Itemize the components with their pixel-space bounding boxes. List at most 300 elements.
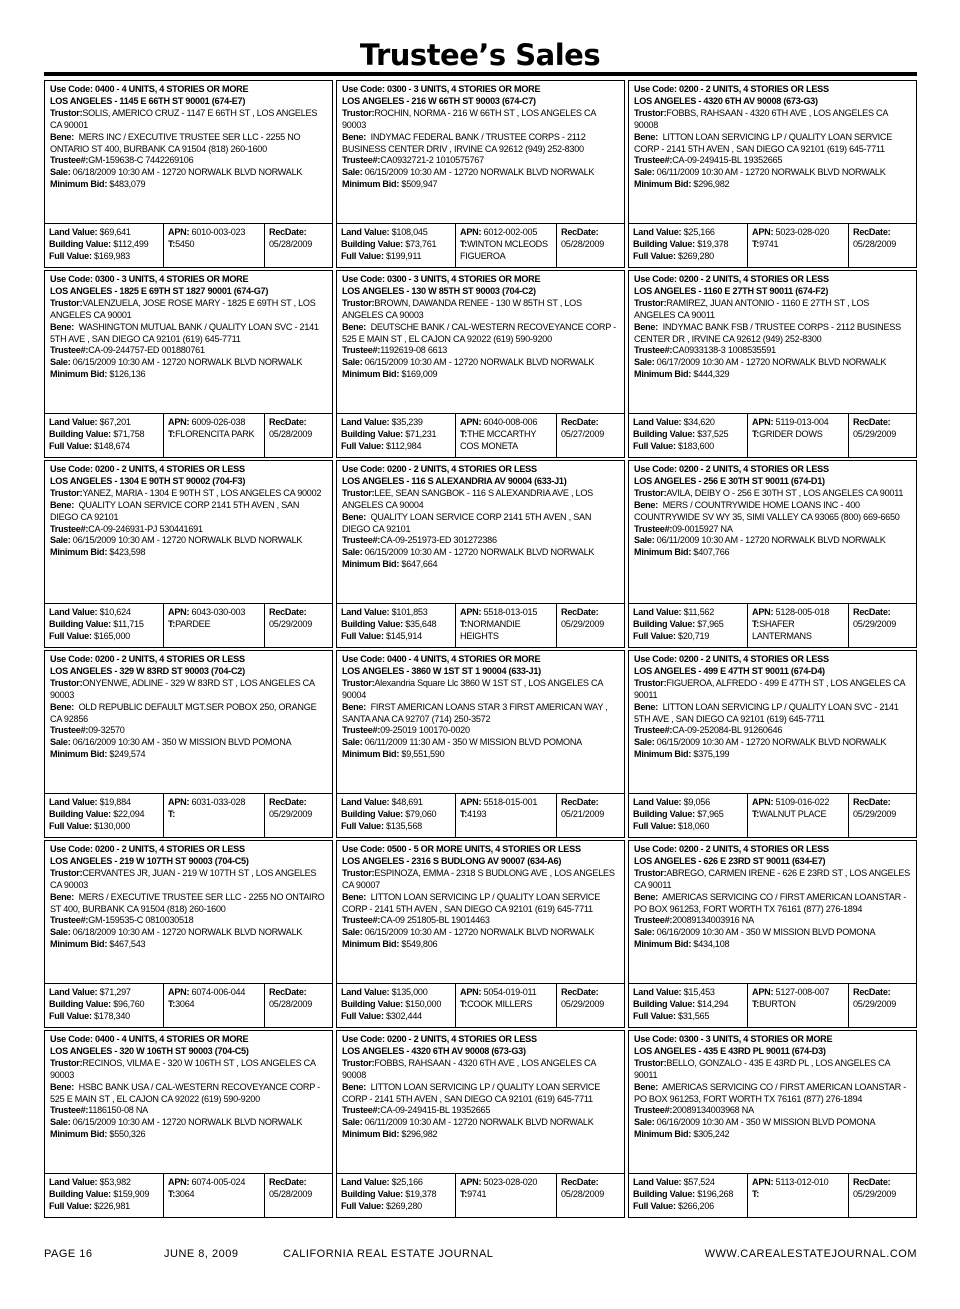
recdate: 05/29/2009 — [561, 998, 605, 1009]
recdate-label: RecDate: — [269, 227, 307, 237]
full-label: Full Value: — [341, 1200, 384, 1211]
listing-details — [337, 271, 624, 413]
recdate-cell — [264, 414, 332, 457]
sale-label: Sale: — [50, 1117, 71, 1128]
bene-label: Bene: — [342, 321, 367, 332]
beneficiary: OLD REPUBLIC DEFAULT MGT.SER POBOX 250, ORANGE CA 92856 — [50, 701, 317, 724]
minimum-bid: $296,982 — [401, 1129, 438, 1140]
recdate-label: RecDate: — [561, 607, 599, 617]
full-value: $165,000 — [94, 630, 130, 641]
recdate-label: RecDate: — [853, 227, 891, 237]
beneficiary: DEUTSCHE BANK / CAL-WESTERN RECOVEYANCE CORP - 525 E MAIN ST , EL CAJON CA 92022 (619) 590-9200 — [342, 321, 616, 344]
apn: 5518-013-015 — [483, 607, 538, 617]
recdate: 05/29/2009 — [853, 808, 897, 819]
minimum-bid: $434,108 — [693, 939, 730, 950]
apn-label: APN: — [752, 1177, 774, 1187]
listings-grid — [44, 80, 917, 1218]
full-value: $183,600 — [678, 440, 714, 451]
apn: 6040-008-006 — [483, 417, 538, 427]
listing-values — [337, 223, 624, 267]
apn: 5113-012-010 — [775, 1177, 829, 1187]
min-bid-label: Minimum Bid: — [342, 1129, 400, 1140]
use-code: 0200 - 2 UNITS, 4 STORIES OR LESS — [387, 464, 537, 474]
apn-cell — [455, 794, 556, 837]
tract: FLORENCITA PARK — [175, 428, 255, 439]
sale-info: 06/16/2009 10:30 AM - 350 W MISSION BLVD POMONA — [656, 927, 876, 938]
trustor: ESPINOZA, EMMA - 2318 S BUDLONG AVE , LOS ANGELES CA 90007 — [342, 867, 615, 890]
sale-info: 06/11/2009 10:30 AM - 12720 NORWALK BLVD NORWALK — [656, 535, 886, 546]
land-label: Land Value: — [633, 607, 682, 617]
land-label: Land Value: — [49, 1177, 98, 1187]
apn-label: APN: — [752, 987, 774, 997]
listing-details — [45, 81, 332, 223]
full-value: $226,981 — [94, 1200, 130, 1211]
footer-url: WWW.CAREALESTATEJOURNAL.COM — [704, 1248, 917, 1260]
tract: 3064 — [175, 1188, 195, 1199]
minimum-bid: $549,806 — [401, 939, 438, 950]
recdate-label: RecDate: — [269, 987, 307, 997]
listing-details — [45, 651, 332, 793]
bene-label: Bene: — [634, 131, 659, 142]
listing-record — [44, 80, 333, 268]
trustee-label: Trustee#: — [50, 523, 89, 534]
building-label: Building Value: — [633, 808, 695, 819]
tract: THE MCCARTHY COS MONETA — [460, 428, 536, 451]
property-address: LOS ANGELES - 130 W 85TH ST 90003 (704-C2) — [342, 285, 536, 296]
building-value: $159,909 — [113, 1188, 150, 1199]
use-code-label: Use Code: — [342, 654, 385, 664]
building-label: Building Value: — [341, 808, 403, 819]
recdate-label: RecDate: — [853, 1177, 891, 1187]
tract-label: T: — [460, 808, 468, 819]
listing-values — [629, 793, 916, 837]
values-cell — [337, 224, 455, 267]
land-label: Land Value: — [633, 1177, 682, 1187]
tract-label: T: — [460, 998, 468, 1009]
apn-cell — [163, 604, 264, 647]
listing-record — [44, 840, 333, 1028]
sale-label: Sale: — [342, 357, 363, 368]
use-code-label: Use Code: — [50, 84, 93, 94]
trustee-number: 09-0015927 NA — [672, 523, 733, 534]
listing-details — [629, 81, 916, 223]
property-address: LOS ANGELES - 256 E 30TH ST 90011 (674-D1) — [634, 475, 825, 486]
land-label: Land Value: — [633, 417, 682, 427]
land-value: $57,524 — [683, 1177, 715, 1187]
full-value: $302,444 — [386, 1010, 422, 1021]
page-title: Trustee’s Sales — [359, 38, 601, 72]
apn-label: APN: — [168, 1177, 190, 1187]
full-value: $199,911 — [386, 250, 422, 261]
sale-info: 06/15/2009 10:30 AM - 12720 NORWALK BLVD NORWALK — [364, 167, 595, 178]
property-address: LOS ANGELES - 626 E 23RD ST 90011 (634-E7) — [634, 855, 826, 866]
full-value: $130,000 — [94, 820, 130, 831]
beneficiary: QUALITY LOAN SERVICE CORP 2141 5TH AVEN , SAN DIEGO CA 92101 — [50, 499, 300, 522]
use-code: 0300 - 3 UNITS, 4 STORIES OR MORE — [679, 1034, 833, 1044]
trustee-number: GM-159638-C 7442269106 — [88, 155, 194, 166]
trustor: FOBBS, RAHSAAN - 4320 6TH AVE , LOS ANGELES CA 90008 — [342, 1057, 596, 1080]
apn: 5128-005-018 — [775, 607, 830, 617]
tract-label: T: — [168, 998, 176, 1009]
min-bid-label: Minimum Bid: — [50, 1129, 108, 1140]
apn-cell — [163, 224, 264, 267]
building-value: $7,965 — [697, 808, 724, 819]
sale-info: 06/18/2009 10:30 AM - 12720 NORWALK BLVD NORWALK — [72, 927, 303, 938]
trustee-label: Trustee#: — [50, 915, 89, 926]
sale-info: 06/11/2009 11:30 AM - 350 W MISSION BLVD POMONA — [364, 737, 582, 748]
beneficiary: LITTON LOAN SERVICING LP / QUALITY LOAN SVC - 2141 5TH AVE , SAN DIEGO CA 92101 (619) 645-7711 — [634, 701, 899, 724]
listing-record — [628, 80, 917, 268]
minimum-bid: $550,326 — [109, 1129, 146, 1140]
trustee-number: 20089134003916 NA — [672, 915, 754, 926]
apn-label: APN: — [168, 607, 190, 617]
min-bid-label: Minimum Bid: — [50, 179, 108, 190]
recdate-cell — [556, 794, 624, 837]
building-value: $96,760 — [113, 998, 145, 1009]
min-bid-label: Minimum Bid: — [634, 939, 692, 950]
full-value: $145,914 — [386, 630, 422, 641]
use-code-label: Use Code: — [342, 84, 385, 94]
use-code-label: Use Code: — [342, 274, 385, 284]
full-label: Full Value: — [341, 250, 384, 261]
sale-label: Sale: — [50, 737, 71, 748]
apn-label: APN: — [460, 227, 482, 237]
listing-details — [337, 81, 624, 223]
beneficiary: MERS / COUNTRYWIDE HOME LOANS INC - 400 COUNTRYWIDE SV WY 35, SIMI VALLEY CA 93065 (800) 669-6650 — [634, 499, 900, 522]
listing-values — [337, 413, 624, 457]
bene-label: Bene: — [634, 499, 659, 510]
listing-record — [336, 840, 625, 1028]
apn-label: APN: — [752, 797, 774, 807]
apn-cell — [747, 224, 848, 267]
trustor: ROCHIN, NORMA - 216 W 66TH ST , LOS ANGELES CA 90003 — [342, 107, 596, 130]
trustee-label: Trustee#: — [634, 155, 673, 166]
use-code: 0500 - 5 OR MORE UNITS, 4 STORIES OR LESS — [387, 844, 581, 854]
min-bid-label: Minimum Bid: — [50, 547, 108, 558]
beneficiary: INDYMAC FEDERAL BANK / TRUSTEE CORPS - 2112 BUSINESS CENTER DRIV , IRVINE CA 92612 (949) 252-8300 — [342, 131, 586, 154]
listing-record — [628, 1030, 917, 1218]
recdate-cell — [556, 1174, 624, 1217]
apn-label: APN: — [460, 1177, 482, 1187]
recdate: 05/29/2009 — [561, 618, 605, 629]
values-cell — [337, 414, 455, 457]
full-label: Full Value: — [341, 440, 384, 451]
land-value: $48,691 — [391, 797, 423, 807]
listing-record — [336, 270, 625, 458]
listing-details — [337, 651, 624, 793]
trustor: Alexandria Square Llc 3860 W 1ST ST , LOS ANGELES CA 90004 — [342, 677, 603, 700]
full-value: $112,984 — [386, 440, 422, 451]
use-code: 0400 - 4 UNITS, 4 STORIES OR MORE — [95, 1034, 249, 1044]
apn-cell — [747, 604, 848, 647]
land-label: Land Value: — [633, 987, 682, 997]
land-label: Land Value: — [49, 417, 98, 427]
trustor-label: Trustor: — [50, 1057, 83, 1068]
listing-details — [45, 461, 332, 603]
full-label: Full Value: — [633, 630, 676, 641]
apn: 5054-019-011 — [483, 987, 537, 997]
land-label: Land Value: — [633, 797, 682, 807]
trustee-label: Trustee#: — [634, 523, 673, 534]
land-value: $19,884 — [99, 797, 131, 807]
land-value: $108,045 — [391, 227, 428, 237]
building-value: $150,000 — [405, 998, 442, 1009]
trustor: FOBBS, RAHSAAN - 4320 6TH AVE , LOS ANGELES CA 90008 — [634, 107, 888, 130]
apn-label: APN: — [168, 417, 190, 427]
building-label: Building Value: — [633, 1188, 695, 1199]
sale-info: 06/11/2009 10:30 AM - 12720 NORWALK BLVD NORWALK — [656, 167, 886, 178]
min-bid-label: Minimum Bid: — [342, 939, 400, 950]
recdate-cell — [556, 604, 624, 647]
recdate-cell — [848, 414, 916, 457]
sale-label: Sale: — [342, 167, 363, 178]
full-label: Full Value: — [633, 250, 676, 261]
tract-label: T: — [168, 618, 176, 629]
footer-date: JUNE 8, 2009 — [164, 1248, 239, 1260]
property-address: LOS ANGELES - 1160 E 27TH ST 90011 (674-F2) — [634, 285, 829, 296]
min-bid-label: Minimum Bid: — [634, 749, 692, 760]
apn: 6043-030-003 — [191, 607, 246, 617]
apn: 5023-028-020 — [775, 227, 830, 237]
building-label: Building Value: — [341, 428, 403, 439]
recdate: 05/28/2009 — [853, 238, 897, 249]
apn-cell — [455, 604, 556, 647]
use-code: 0200 - 2 UNITS, 4 STORIES OR LESS — [95, 844, 245, 854]
recdate-label: RecDate: — [269, 417, 307, 427]
apn-label: APN: — [168, 227, 190, 237]
listing-values — [629, 223, 916, 267]
tract: GRIDER DOWS — [759, 428, 823, 439]
recdate-label: RecDate: — [853, 797, 891, 807]
sale-info: 06/16/2009 10:30 AM - 350 W MISSION BLVD POMONA — [72, 737, 292, 748]
trustor: AVILA, DEIBY O - 256 E 30TH ST , LOS ANGELES CA 90011 — [666, 487, 904, 498]
listing-values — [337, 983, 624, 1027]
bene-label: Bene: — [342, 891, 367, 902]
full-label: Full Value: — [49, 820, 92, 831]
building-label: Building Value: — [341, 238, 403, 249]
use-code-label: Use Code: — [342, 844, 385, 854]
apn-cell — [747, 794, 848, 837]
use-code-label: Use Code: — [342, 464, 385, 474]
beneficiary: QUALITY LOAN SERVICE CORP 2141 5TH AVEN , SAN DIEGO CA 92101 — [342, 511, 592, 534]
listing-values — [45, 223, 332, 267]
listing-record — [336, 650, 625, 838]
title-rule — [44, 72, 917, 76]
recdate-cell — [556, 414, 624, 457]
recdate: 05/28/2009 — [561, 238, 605, 249]
use-code: 0200 - 2 UNITS, 4 STORIES OR LESS — [387, 1034, 537, 1044]
listing-values — [45, 413, 332, 457]
min-bid-label: Minimum Bid: — [342, 559, 400, 570]
building-label: Building Value: — [341, 1188, 403, 1199]
listing-values — [629, 603, 916, 647]
listing-values — [45, 1173, 332, 1217]
property-address: LOS ANGELES - 4320 6TH AV 90008 (673-G3) — [342, 1045, 526, 1056]
tract: 4193 — [467, 808, 487, 819]
trustor: RAMIREZ, JUAN ANTONIO - 1160 E 27TH ST , LOS ANGELES CA 90011 — [634, 297, 870, 320]
apn-label: APN: — [460, 417, 482, 427]
listing-details — [45, 1031, 332, 1173]
trustor-label: Trustor: — [634, 867, 667, 878]
values-cell — [629, 984, 747, 1027]
recdate: 05/21/2009 — [561, 808, 605, 819]
use-code-label: Use Code: — [634, 844, 677, 854]
trustor-label: Trustor: — [50, 487, 83, 498]
apn: 5127-008-007 — [775, 987, 830, 997]
sale-label: Sale: — [50, 357, 71, 368]
recdate-cell — [848, 1174, 916, 1217]
full-label: Full Value: — [49, 440, 92, 451]
apn-label: APN: — [460, 987, 482, 997]
recdate-label: RecDate: — [853, 607, 891, 617]
land-label: Land Value: — [341, 987, 390, 997]
apn: 6012-002-005 — [483, 227, 538, 237]
trustee-label: Trustee#: — [50, 725, 89, 736]
sale-info: 06/11/2009 10:30 AM - 12720 NORWALK BLVD NORWALK — [364, 1117, 594, 1128]
apn-cell — [747, 414, 848, 457]
full-value: $169,983 — [94, 250, 130, 261]
trustor-label: Trustor: — [342, 1057, 375, 1068]
land-label: Land Value: — [341, 417, 390, 427]
recdate-label: RecDate: — [561, 227, 599, 237]
trustor: SOLIS, AMERICO CRUZ - 1147 E 66TH ST , LOS ANGELES CA 90001 — [50, 107, 318, 130]
tract: SHAFER LANTERMANS — [752, 618, 812, 641]
tract-label: T: — [752, 998, 760, 1009]
trustee-number: 1186150-08 NA — [88, 1105, 148, 1116]
property-address: LOS ANGELES - 4320 6TH AV 90008 (673-G3) — [634, 95, 818, 106]
recdate-label: RecDate: — [561, 417, 599, 427]
apn-cell — [455, 414, 556, 457]
building-value: $71,758 — [113, 428, 145, 439]
property-address: LOS ANGELES - 320 W 106TH ST 90003 (704-C5) — [50, 1045, 249, 1056]
values-cell — [629, 794, 747, 837]
trustee-label: Trustee#: — [342, 915, 381, 926]
use-code: 0400 - 4 UNITS, 4 STORIES OR MORE — [95, 84, 249, 94]
recdate: 05/29/2009 — [853, 618, 897, 629]
apn-cell — [163, 1174, 264, 1217]
minimum-bid: $647,664 — [401, 559, 438, 570]
land-label: Land Value: — [341, 607, 390, 617]
land-value: $15,453 — [683, 987, 715, 997]
bene-label: Bene: — [50, 1081, 75, 1092]
recdate-label: RecDate: — [561, 987, 599, 997]
tract-label: T: — [752, 1188, 760, 1199]
values-cell — [45, 414, 163, 457]
tract: 3064 — [175, 998, 195, 1009]
values-cell — [629, 1174, 747, 1217]
building-value: $14,294 — [697, 998, 729, 1009]
apn-cell — [455, 984, 556, 1027]
recdate: 05/28/2009 — [561, 1188, 605, 1199]
trustee-label: Trustee#: — [634, 915, 673, 926]
property-address: LOS ANGELES - 3860 W 1ST ST 1 90004 (633-J1) — [342, 665, 541, 676]
listing-values — [45, 603, 332, 647]
full-label: Full Value: — [49, 1200, 92, 1211]
land-label: Land Value: — [341, 797, 390, 807]
full-value: $31,565 — [678, 1010, 710, 1021]
trustor-label: Trustor: — [342, 867, 375, 878]
full-value: $269,280 — [386, 1200, 422, 1211]
sale-label: Sale: — [634, 1117, 655, 1128]
apn-label: APN: — [168, 797, 190, 807]
trustee-label: Trustee#: — [342, 535, 381, 546]
building-value: $79,060 — [405, 808, 437, 819]
apn: 6031-033-028 — [191, 797, 246, 807]
footer-journal: CALIFORNIA REAL ESTATE JOURNAL — [283, 1248, 494, 1260]
land-value: $9,056 — [683, 797, 710, 807]
building-value: $22,094 — [113, 808, 145, 819]
sale-info: 06/15/2009 10:30 AM - 12720 NORWALK BLVD NORWALK — [72, 357, 303, 368]
bene-label: Bene: — [634, 891, 659, 902]
recdate: 05/28/2009 — [269, 1188, 313, 1199]
sale-info: 06/15/2009 10:30 AM - 12720 NORWALK BLVD NORWALK — [72, 1117, 303, 1128]
tract-label: T: — [460, 1188, 468, 1199]
sale-info: 06/16/2009 10:30 AM - 350 W MISSION BLVD POMONA — [656, 1117, 876, 1128]
apn: 6074-006-044 — [191, 987, 246, 997]
full-label: Full Value: — [341, 1010, 384, 1021]
trustee-number: CA-09 251805-BL 19014463 — [380, 915, 490, 926]
values-cell — [629, 604, 747, 647]
minimum-bid: $249,574 — [109, 749, 146, 760]
use-code: 0200 - 2 UNITS, 4 STORIES OR LESS — [679, 274, 829, 284]
recdate-cell — [848, 604, 916, 647]
values-cell — [45, 224, 163, 267]
full-value: $269,280 — [678, 250, 714, 261]
apn-label: APN: — [752, 227, 774, 237]
apn-cell — [747, 984, 848, 1027]
recdate: 05/29/2009 — [853, 1188, 897, 1199]
listing-values — [45, 793, 332, 837]
building-value: $19,378 — [405, 1188, 437, 1199]
beneficiary: MERS INC / EXECUTIVE TRUSTEE SER LLC - 2255 NO ONTARIO ST 400, BURBANK CA 91504 (818) 260-1600 — [50, 131, 301, 154]
trustee-label: Trustee#: — [634, 725, 673, 736]
property-address: LOS ANGELES - 329 W 83RD ST 90003 (704-C2) — [50, 665, 245, 676]
recdate: 05/29/2009 — [853, 428, 897, 439]
building-label: Building Value: — [341, 618, 403, 629]
recdate-label: RecDate: — [269, 1177, 307, 1187]
recdate-cell — [264, 794, 332, 837]
building-label: Building Value: — [49, 808, 111, 819]
land-label: Land Value: — [49, 607, 98, 617]
trustor: FIGUEROA, ALFREDO - 499 E 47TH ST , LOS ANGELES CA 90011 — [634, 677, 905, 700]
recdate: 05/28/2009 — [269, 428, 313, 439]
full-label: Full Value: — [633, 440, 676, 451]
building-value: $73,761 — [405, 238, 437, 249]
listing-record — [336, 1030, 625, 1218]
use-code-label: Use Code: — [50, 464, 93, 474]
sale-label: Sale: — [634, 927, 655, 938]
listing-record — [44, 1030, 333, 1218]
trustee-label: Trustee#: — [50, 155, 89, 166]
tract-label: T: — [460, 618, 468, 629]
min-bid-label: Minimum Bid: — [342, 749, 400, 760]
trustor-label: Trustor: — [634, 487, 667, 498]
building-value: $35,648 — [405, 618, 437, 629]
sale-info: 06/15/2009 10:30 AM - 12720 NORWALK BLVD NORWALK — [364, 927, 595, 938]
listing-details — [337, 1031, 624, 1173]
recdate: 05/29/2009 — [853, 998, 897, 1009]
min-bid-label: Minimum Bid: — [634, 1129, 692, 1140]
use-code-label: Use Code: — [50, 844, 93, 854]
recdate: 05/28/2009 — [269, 238, 313, 249]
tract-label: T: — [168, 1188, 176, 1199]
listing-record — [44, 270, 333, 458]
tract: BURTON — [759, 998, 796, 1009]
use-code: 0300 - 3 UNITS, 4 STORIES OR MORE — [387, 274, 541, 284]
listing-details — [45, 841, 332, 983]
minimum-bid: $169,009 — [401, 369, 438, 380]
trustor-label: Trustor: — [50, 297, 83, 308]
